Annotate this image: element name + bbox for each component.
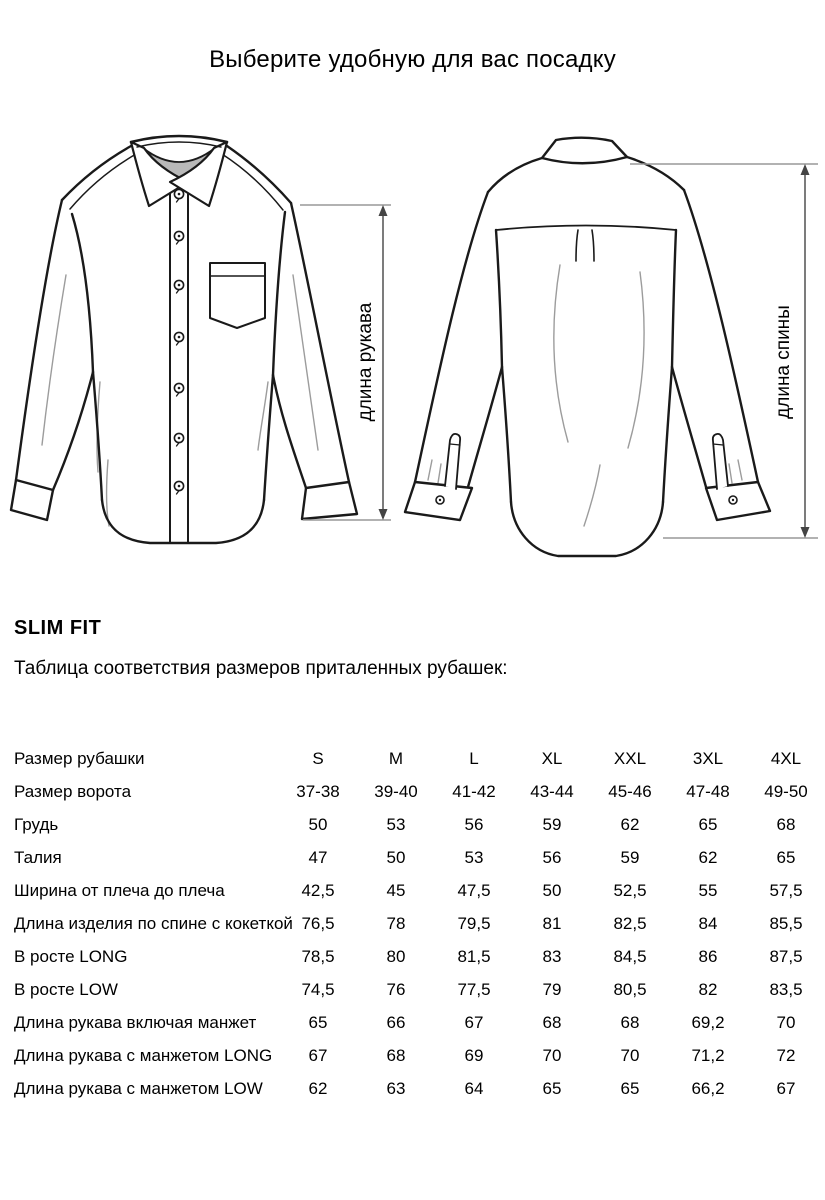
row-label: Размер рубашки	[14, 748, 145, 768]
front-buttons	[174, 189, 183, 494]
shirt-diagrams	[0, 130, 825, 575]
collar-band-edge	[137, 142, 221, 147]
size-cell: 49-50	[764, 781, 808, 801]
size-cell: 80,5	[613, 979, 647, 999]
sleeve-length-label: длина рукава	[355, 302, 377, 422]
size-cell: 76,5	[301, 913, 335, 933]
size-cell: 43-44	[530, 781, 574, 801]
back-length-label: длина спины	[773, 305, 795, 419]
size-cell: 76	[386, 979, 406, 999]
table-row	[0, 1006, 825, 1039]
size-cell: 47	[308, 847, 328, 867]
size-cell: 53	[386, 814, 406, 834]
size-cell: 68	[620, 1012, 640, 1032]
row-label: Длина рукава с манжетом LOW	[14, 1078, 263, 1098]
button	[174, 280, 183, 293]
back-left-sleeve-inner	[468, 367, 502, 487]
back-yoke-seam	[496, 226, 676, 231]
size-cell: 62	[620, 814, 640, 834]
table-row	[0, 940, 825, 973]
chest-pocket	[210, 263, 265, 328]
size-cell: 68	[776, 814, 796, 834]
size-table	[0, 742, 825, 1105]
size-cell: 37-38	[296, 781, 340, 801]
size-cell: 70	[620, 1045, 640, 1065]
front-right-side	[264, 375, 273, 500]
back-left-side	[502, 367, 511, 502]
size-cell: 78	[386, 913, 406, 933]
size-cell: 66	[386, 1012, 406, 1032]
size-cell: 69	[464, 1045, 484, 1065]
size-cell: 80	[386, 946, 406, 966]
size-cell: 85,5	[769, 913, 803, 933]
size-cell: 64	[464, 1078, 484, 1098]
back-left-shoulder	[488, 158, 542, 192]
size-cell: 86	[698, 946, 718, 966]
row-label: Талия	[14, 847, 62, 867]
size-cell: 4XL	[770, 748, 802, 768]
arrow-down-icon	[379, 509, 388, 520]
front-right-yoke-seam	[222, 154, 283, 210]
size-cell: 39-40	[374, 781, 418, 801]
front-left-armhole	[72, 214, 93, 372]
size-cell: 78,5	[301, 946, 335, 966]
size-cell: 56	[542, 847, 562, 867]
size-cell: 41-42	[452, 781, 496, 801]
size-cell: 65	[698, 814, 718, 834]
size-cell: 83	[542, 946, 562, 966]
size-cell: 65	[308, 1012, 328, 1032]
sleeve-length-dimension	[300, 205, 391, 520]
size-cell: 70	[776, 1012, 796, 1032]
table-row	[0, 1039, 825, 1072]
shirt-diagram-canvas	[0, 130, 825, 575]
size-cell: 81,5	[457, 946, 491, 966]
size-cell: 67	[464, 1012, 484, 1032]
back-right-armhole	[672, 230, 676, 367]
button	[174, 433, 183, 446]
size-cell: 81	[542, 913, 562, 933]
button	[174, 481, 183, 494]
table-row	[0, 742, 825, 775]
row-label: Ширина от плеча до плеча	[14, 880, 225, 900]
back-pleat-line	[592, 230, 594, 261]
size-cell: 65	[542, 1078, 562, 1098]
size-cell: 50	[542, 880, 562, 900]
table-row	[0, 874, 825, 907]
table-row	[0, 1072, 825, 1105]
front-left-shoulder	[62, 146, 131, 200]
size-cell: 62	[698, 847, 718, 867]
back-right-cuff	[706, 482, 770, 520]
size-cell: XL	[541, 748, 563, 768]
size-cell: 87,5	[769, 946, 803, 966]
size-cell: L	[469, 748, 479, 768]
size-cell: 63	[386, 1078, 406, 1098]
size-cell: 74,5	[301, 979, 335, 999]
size-cell: 59	[620, 847, 640, 867]
row-label: В росте LOW	[14, 979, 118, 999]
back-right-shoulder	[627, 157, 684, 190]
page-title: Выберите удобную для вас посадку	[209, 46, 616, 73]
size-cell: 50	[386, 847, 406, 867]
row-label: Длина изделия по спине с кокеткой	[14, 913, 293, 933]
size-cell: 65	[776, 847, 796, 867]
size-cell: 82	[698, 979, 718, 999]
size-cell: 77,5	[457, 979, 491, 999]
size-cell: 3XL	[692, 748, 724, 768]
arrow-up-icon	[801, 164, 810, 175]
row-label: В росте LONG	[14, 946, 128, 966]
size-cell: 66,2	[691, 1078, 725, 1098]
size-cell: 67	[776, 1078, 796, 1098]
table-row	[0, 973, 825, 1006]
row-label: Размер ворота	[14, 781, 132, 801]
size-cell: 47-48	[686, 781, 730, 801]
size-cell: 62	[308, 1078, 328, 1098]
size-cell: 42,5	[301, 880, 335, 900]
button	[174, 231, 183, 244]
size-cell: 68	[542, 1012, 562, 1032]
back-left-armhole	[496, 230, 502, 367]
back-right-sleeve-inner	[672, 367, 706, 487]
button	[174, 383, 183, 396]
arrow-up-icon	[379, 205, 388, 216]
front-hem	[102, 500, 264, 543]
table-subtitle: Таблица соответствия размеров приталенных рубашек:	[14, 658, 508, 679]
size-cell: 57,5	[769, 880, 803, 900]
front-left-side	[93, 372, 102, 500]
shirt-back-drawing	[405, 138, 770, 556]
front-left-cuff	[11, 480, 53, 520]
arrow-down-icon	[801, 527, 810, 538]
size-cell: 79,5	[457, 913, 491, 933]
back-right-side	[663, 367, 672, 502]
back-crease-lines	[428, 265, 742, 526]
front-right-armhole	[273, 212, 285, 375]
size-cell: 69,2	[691, 1012, 725, 1032]
size-cell: 79	[542, 979, 562, 999]
button	[174, 332, 183, 345]
size-cell: 55	[698, 880, 718, 900]
front-right-sleeve-outer	[291, 203, 349, 482]
row-label: Длина рукава включая манжет	[14, 1012, 257, 1032]
size-cell: 84,5	[613, 946, 647, 966]
back-hem	[511, 502, 663, 556]
shirt-front-drawing	[11, 136, 357, 543]
size-cell: 47,5	[457, 880, 491, 900]
front-right-sleeve-inner	[273, 375, 306, 488]
front-left-sleeve-inner	[53, 372, 93, 490]
size-cell: 50	[308, 814, 328, 834]
collar-fold-edge	[131, 136, 227, 142]
size-cell: 70	[542, 1045, 562, 1065]
button	[174, 189, 183, 202]
size-cell: 82,5	[613, 913, 647, 933]
back-collar	[542, 138, 627, 164]
size-cell: 83,5	[769, 979, 803, 999]
table-row	[0, 775, 825, 808]
table-row	[0, 841, 825, 874]
size-cell: M	[388, 748, 404, 768]
row-label: Грудь	[14, 814, 59, 834]
size-cell: S	[312, 748, 324, 768]
size-cell: 65	[620, 1078, 640, 1098]
table-row	[0, 907, 825, 940]
size-cell: 59	[542, 814, 562, 834]
table-row	[0, 808, 825, 841]
size-cell: 56	[464, 814, 484, 834]
size-cell: 71,2	[691, 1045, 725, 1065]
row-label: Длина рукава с манжетом LONG	[14, 1045, 273, 1065]
fit-heading: SLIM FIT	[14, 617, 102, 639]
size-cell: 72	[776, 1045, 796, 1065]
size-cell: 67	[308, 1045, 328, 1065]
back-pleat-line	[576, 230, 578, 261]
size-cell: 84	[698, 913, 718, 933]
size-cell: 68	[386, 1045, 406, 1065]
size-cell: 52,5	[613, 880, 647, 900]
front-right-shoulder	[227, 146, 291, 203]
size-cell: 45-46	[608, 781, 652, 801]
size-cell: XXL	[613, 748, 647, 768]
front-right-cuff	[302, 482, 357, 519]
size-cell: 53	[464, 847, 484, 867]
size-cell: 45	[386, 880, 406, 900]
